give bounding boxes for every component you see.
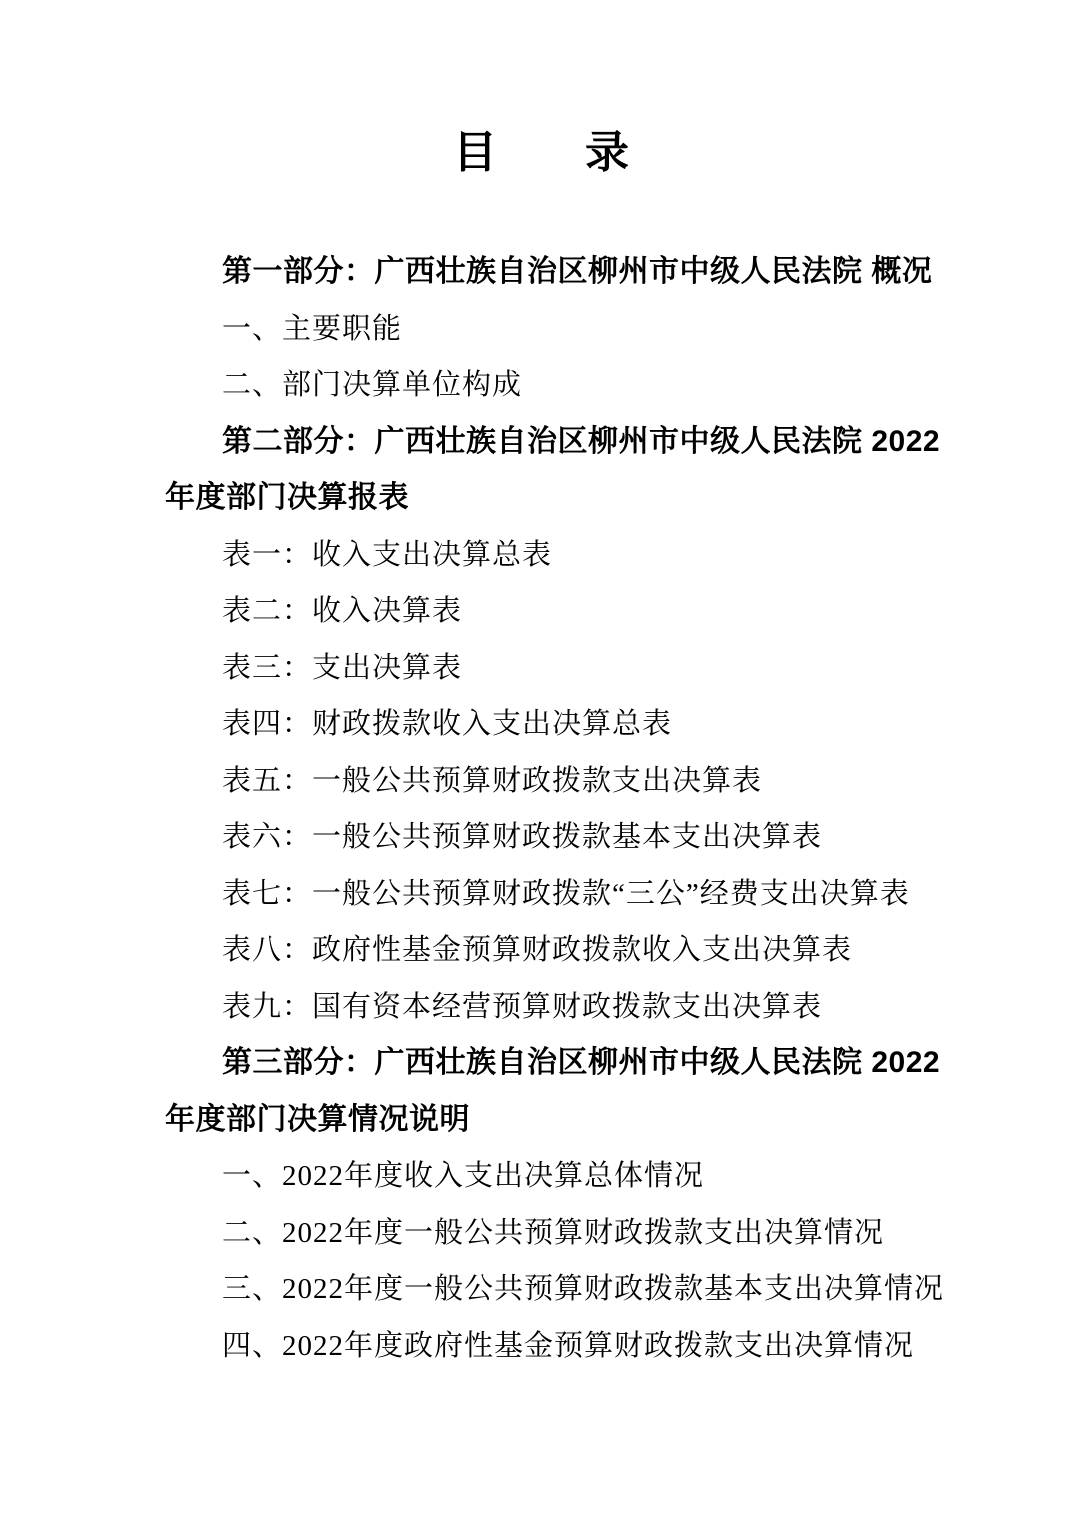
section-3-heading-line-2: 年度部门决算情况说明: [165, 1102, 470, 1136]
toc-item: 一、2022年度收入支出决算总体情况: [222, 1160, 705, 1192]
toc-item: 二、2022年度一般公共预算财政拨款支出决算情况: [222, 1216, 885, 1249]
section-2-heading-line-1: 第二部分：广西壮族自治区柳州市中级人民法院 2022: [222, 424, 941, 458]
toc-item: 表五：一般公共预算财政拨款支出决算表: [222, 764, 763, 797]
section-2-heading-line-2: 年度部门决算报表: [165, 481, 409, 514]
toc-item: 表八：政府性基金预算财政拨款收入支出决算表: [222, 934, 853, 966]
toc-item: 表六：一般公共预算财政拨款基本支出决算表: [222, 821, 823, 853]
toc-body: [165, 244, 945, 1374]
toc-title: 目 录: [453, 128, 629, 177]
toc-item: 表三：支出决算表: [222, 651, 463, 684]
toc-item: 四、2022年度政府性基金预算财政拨款支出决算情况: [222, 1329, 915, 1362]
section-3-heading-line-1: 第三部分：广西壮族自治区柳州市中级人民法院 2022: [222, 1046, 941, 1079]
toc-item: 一、主要职能: [222, 312, 403, 345]
section-1-heading: 第一部分：广西壮族自治区柳州市中级人民法院 概况: [222, 255, 933, 288]
toc-item: 表七：一般公共预算财政拨款“三公”经费支出决算表: [222, 877, 910, 910]
toc-item: 表九：国有资本经营预算财政拨款支出决算表: [222, 990, 823, 1023]
toc-item: 表二：收入决算表: [222, 595, 463, 627]
toc-item: 表四：财政拨款收入支出决算总表: [222, 708, 673, 740]
toc-item: 二、部门决算单位构成: [222, 369, 523, 401]
toc-item: 表一：收入支出决算总表: [222, 538, 553, 571]
toc-item: 三、2022年度一般公共预算财政拨款基本支出决算情况: [222, 1273, 945, 1305]
